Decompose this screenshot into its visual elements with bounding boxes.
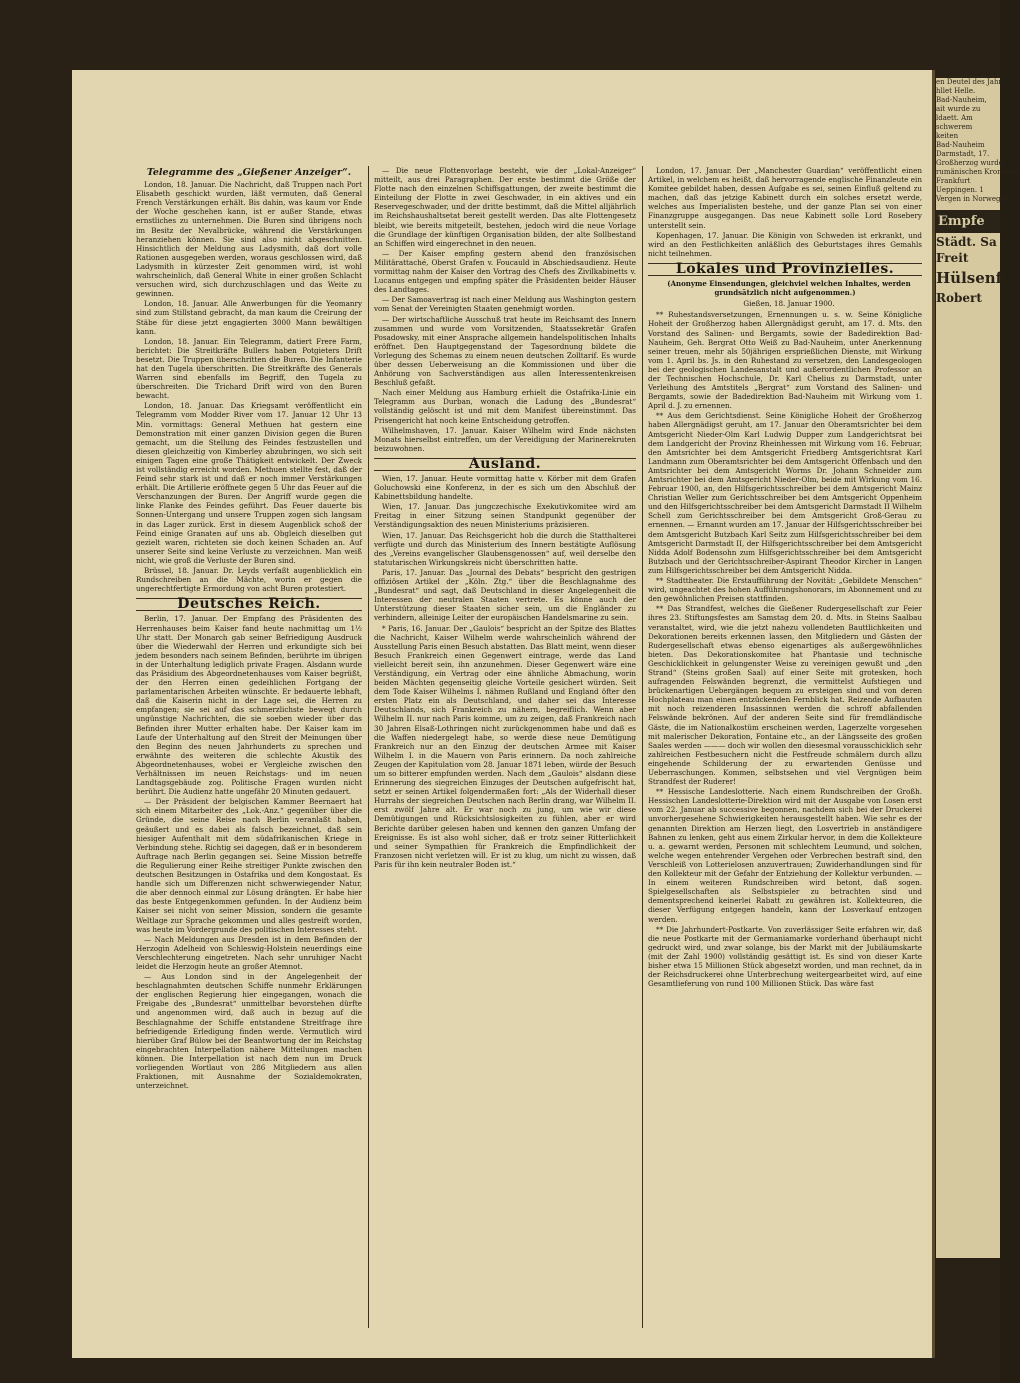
adjacent-page-line: keiten [936,132,959,140]
section-heading-lokales: Lokales und Provinzielles. [648,263,922,276]
adjacent-page-edge [936,78,1020,1258]
article-paragraph: London, 17. Januar. Der „Manchester Guardian“ veröffentlicht einen Artikel, in welchem es heißt, daß hervorragende englische Finanzleute ein Komitee gebildet haben, dessen Aufgabe es sei, seinen Einfluß geltend zu machen, daß das jetzige Kabinett durch ein solches ersetzt werde, welches aus Imperialisten bestehe, und der ganze Plan sei von einer Finanzgruppe ausgegangen. Das neue Kabinett solle Lord Rosebery unterstellt sein. [648,166,922,230]
column-rule [642,166,643,1328]
advert-heading: Freit [936,251,969,265]
article-paragraph: * Paris, 16. Januar. Der „Gaulois“ bespricht an der Spitze des Blattes die Nachricht, Kaiser Wilhelm werde wahrscheinlich während der Ausstellung Paris einen Besuch abstatten. Das Blatt meint, wenn dieser Besuch Frankreich einen Gegenwert eintrage, werde das Land vielleicht bereit sein, ihn anzunehmen. Dieser Gegenwert wäre eine Verständigung, ein Vertrag oder eine ähnliche Abmachung, worin beiden Mächten gegenseitig gleiche Vorteile gesichert würden. Seit dem Tode Kaiser Wilhelms I. nähmen Rußland und England öfter den ersten Platz ein als Deutschland, und daher sei das Interesse Deutschlands, sich Frankreich zu nähern, begreiflich. Wenn aber Wilhelm II. nur nach Paris komme, um zu zeigen, daß Frankreich nach 30 Jahren Elsaß-Lothringen nicht zurückgenommen habe und daß es die Waffen niedergelegt habe, so werde diese neue Demütigung Frankreich nur an den Einzug der deutschen Armee mit Kaiser Wilhelm I. in die Mauern von Paris erinnern. Da noch zahlreiche Zeugen der Kapitulation vom 28. Januar 1871 leben, würde der Besuch um so bitterer empfunden werden. Nach dem „Gaulois“ alsdann diese Erinnerung des siegreichen Einzuges der Deutschen aufgefrischt hat, setzt er seinen Artikel folgendermaßen fort: „Als der Widerhall dieser Hurrahs der siegreichen Deutschen nach Berlin drang, war Wilhelm II. erst zwölf Jahre alt. Er war noch zu jung, um wie wir diese Demütigungen und Rücksichtslosigkeiten zu fühlen, aber er wird Berichte darüber gelesen haben und kennen den ganzen Umfang der Ereignisse. Es ist also wohl sicher, daß er trotz seiner Ritterlichkeit und seiner Sympathien für Frankreich die Empfindlichkeit der Franzosen nicht verletzen will. Er ist zu klug, um nicht zu wissen, daß Paris für ihn kein neutraler Boden ist.“ [374,623,636,869]
newspaper-page [72,70,935,1358]
article-paragraph: Wien, 17. Januar. Das jungczechische Exekutivkomitee wird am Freitag in einer Sitzung seinen Standpunkt gegenüber der Verständigungsaktion des neuen Ministeriums präzisieren. [374,502,636,530]
article-paragraph: Paris, 17. Januar. Das „Journal des Debats“ bespricht den gestrigen offiziösen Artikel der „Köln. Ztg.“ über die Beschlagnahme des „Bundesrat“ und sagt, daß Deutschland in dieser Angelegenheit die Interessen der neutralen Staaten vertrete. Es könne auch der Unterstützung dieser Staaten sicher sein, um die Engländer zu verhindern, alleinige Leiter der europäischen Handelsmarine zu sein. [374,567,636,623]
column-rule [368,166,369,1328]
adjacent-page-line: en Deutel des Jahr [936,78,1002,86]
adjacent-page-line: ldaett. Am [936,114,973,122]
article-paragraph: Kopenhagen, 17. Januar. Die Königin von Schweden ist erkrankt, und wird an den Festlichkeiten anläßlich des Geburtstages ihres Gemahls nicht teilnehmen. [648,230,922,258]
adjacent-page-line: Frankfurt [936,177,971,185]
article-paragraph: — Der Kaiser empfing gestern abend den französischen Militärattaché, Oberst Grafen v. Foucauld in Abschiedsaudienz. Heute vormittag nahm der Kaiser den Vortrag des Chefs des Zivilkabinetts v. Lucanus entgegen und empfing später die Präsidenten beider Häuser des Landtages. [374,248,636,295]
article-paragraph: London, 18. Januar. Das Kriegsamt veröffentlicht ein Telegramm vom Modder River vom 17. Januar 12 Uhr 13 Min. vormittags: General Methuen hat gestern eine Demonstration mit einer ganzen Division gegen die Buren gemacht, um die Stellung des Feindes festzustellen und diesen gleichzeitig von Kimberley abzubringen, wo sich seit einigen Tagen eine große Thätigkeit entwickelt. Der Zweck ist vollständig erreicht worden. Methuen stellte fest, daß der Feind sehr stark ist und daß er noch immer Verstärkungen erhält. Die Artillerie eröffnete gegen 5 Uhr das Feuer auf die Verschanzungen der Buren. Der Angriff wurde gegen die linke Flanke des Feindes geführt. Das Feuer dauerte bis Sonnen-Untergang und unsere Truppen zogen sich langsam in das Lager zurück. Erst in diesem Augenblick schoß der Feind einige Granaten auf uns ab. Obgleich dieselben gut gezielt waren, richteten sie doch keinen Schaden an. Auf unserer Seite sind keine Verluste zu verzeichnen. Man weiß nicht, wie groß die Verluste der Buren sind. [136,401,362,565]
adjacent-page-line: Großherzog wurde [936,159,1003,167]
article-paragraph: ** Stadttheater. Die Erstaufführung der Novität: „Gebildete Menschen“ wird, ungeachtet des hohen Aufführungshonorars, im Abonnement und zu den gewöhnlichen Preisen stattfinden. [648,576,922,604]
telegram-heading: Telegramme des „Gießener Anzeiger“. [146,167,352,178]
adjacent-page-line: Vergen in Norwegen [936,195,1010,203]
article-paragraph: Nach einer Meldung aus Hamburg erhielt die Ostafrika-Linie ein Telegramm aus Durban, wonach die Ladung des „Bundesrat“ vollständig gelöscht ist und mit dem Manifest übereinstimmt. Das Prisengericht hat noch keine Entscheidung getroffen. [374,388,636,425]
article-paragraph: — Der Samoavertrag ist nach einer Meldung aus Washington gestern vom Senat der Vereinigten Staaten genehmigt worden. [374,295,636,314]
advert-heading: Hülsenf [936,269,1003,287]
dateline: Gießen, 18. Januar 1900. [743,299,835,309]
article-paragraph: — Der Präsident der belgischen Kammer Beernaert hat sich einem Mitarbeiter des „Lok.-Anz.“ gegenüber über die Gründe, die seine Reise nach Berlin veranlaßt haben, geäußert und es dabei als falsch bezeichnet, daß sein hiesiger Aufenthalt mit dem südafrikanischen Kriege in Verbindung stehe. Richtig sei dagegen, daß er in besonderem Auftrage nach Berlin gegangen sei. Seine Mission betreffe die Regulierung einer Reihe streitiger Punkte zwischen den deutschen Besitzungen in Ostafrika und dem Kongostaat. Es handle sich um Differenzen nicht schwerwiegender Natur, die aber dennoch einmal zur Lösung drängten. Er habe hier das beste Entgegenkommen gefunden. In der Audienz beim Kaiser sei nicht von seiner Mission, sondern die gesamte Weltlage zur Sprache gekommen und alles gestreift worden, was heute im Vordergrunde des politischen Interesses steht. [136,797,362,934]
adjacent-page-line: Bad-Nauheim, [936,96,987,104]
adjacent-page-line: rumänischen Kronprinz [936,168,1020,176]
advert-banner: Empfe [936,210,1000,233]
article-paragraph: ** Hessische Landeslotterie. Nach einem Rundschreiben der Großh. Hessischen Landeslotterie-Direktion wird mit der Ausgabe von Losen erst vom 22. Januar ab successive begonnen, nachdem sich bei der Druckerei unvorhergesehene Schwierigkeiten herausgestellt haben. Wie sehr es der genannten Direktion am Herzen liegt, den Losvertrieb in anständigere Bahnen zu lenken, geht aus einem Zirkular hervor, in dem die Kollekteure u. a. gewarnt werden, Personen mit schlechtem Leumund, und solchen, welche wegen entehrender Vergehen oder Verbrechen bestraft sind, den Verschleiß von Lotterielosen anzuvertrauen; Zuwiderhandlungen sind für den Kollekteur mit der Gefahr der Entziehung der Kollektur verbunden. — In einem weiteren Rundschreiben wird betont, daß sogen. Spielgesellschaften als Selbstspieler zu betrachten sind und dementsprechend keinerlei Rabatt zu gewähren ist. Kollekteuren, die dieser Verfügung entgegen handeln, kann der Losverkauf entzogen werden. [648,787,922,924]
adjacent-page-line: Darmstadt, 17. [936,150,990,158]
article-paragraph: — Die neue Flottenvorlage besteht, wie der „Lokal-Anzeiger“ mitteilt, aus drei Paragraphen. Der erste bestimmt die Größe der Flotte nach den einzelnen Schiffsgattungen, der zweite bestimmt die Einteilung der Flotte in zwei Geschwader, in ein aktives und ein Reservegeschwader, und der dritte bestimmt, daß die Mittel alljährlich im Reichshaushaltsetat bereit gestellt werden. Das alte Flottengesetz bleibt, wie bereits mitgeteilt, bestehen, jedoch wird die neue Vorlage die Grundlage der künftigen Organisation bilden, der alte Sollbestand an Schiffen wird eingerechnet in den neuen. [374,166,636,248]
advert-heading: Städt. Sa [936,235,997,249]
article-paragraph: ** Ruhestandsversetzungen, Ernennungen u. s. w. Seine Königliche Hoheit der Großherzog haben Allergnädigst geruht, am 17. d. Mts. den Vorstand des Salinen- und Bergamts, sowie der Badedirektion Bad-Nauheim, Geh. Bergrat Otto Weiß zu Bad-Nauheim, unter Anerkennung seiner treuen, mehr als 50jährigen ersprießlichen Dienste, mit Wirkung vom 1. April bs. Js. in den Ruhestand zu versetzen, den Landesgeologen bei der geologischen Landesanstalt und außerordentlichen Professor an der Technischen Hochschule, Dr. Karl Chelius zu Darmstadt, unter Verleihung des Amtstitels „Bergrat“ zum Vorstand des Salinen- und Bergamts, sowie der Badedirektion Bad-Nauheim mit Wirkung vom 1. April d. J. zu ernennen. [648,310,922,411]
article-paragraph: — Der wirtschaftliche Ausschuß trat heute im Reichsamt des Innern zusammen und wurde vom Vorsitzenden, Staatssekretär Grafen Posadowsky, mit einer Ansprache allgemein handelspolitischen Inhalts eröffnet. Den Hauptgegenstand der Tagesordnung bildete die Vorlegung des Schemas zu einem neuen deutschen Zolltarif. Es wurde über dessen Ueberweisung an die Kommissionen und über die Anhörung von Sachverständigen aus allen Interessentenkreisen Beschluß gefaßt. [374,314,636,388]
adjacent-page-line: schwerem [936,123,973,131]
article-paragraph: ** Die Jahrhundert-Postkarte. Von zuverlässiger Seite erfahren wir, daß die neue Postkarte mit der Germaniamarke vorderhand überhaupt nicht gedruckt wird, und zwar solange, bis der Markt mit der Jubiläumskarte (mit der Zahl 1900) vollständig gesättigt ist. Es sind von dieser Karte bisher etwa 15 Millionen Stück abgesetzt worden, und man rechnet, da in der Reichsdruckerei ohne Unterbrechung weitergearbeitet wird, auf eine Gesamtlieferung von rund 100 Millionen Stück. Das wäre fast [648,924,922,989]
column-3 [648,166,922,1334]
adjacent-page-line: hllet Helle. [936,87,976,95]
article-paragraph: — Nach Meldungen aus Dresden ist in dem Befinden der Herzogin Adelheid von Schleswig-Holstein neuerdings eine Verschlechterung eingetreten. Nach sehr unruhiger Nacht leidet die Herzogin heute an großer Atemnot. [136,934,362,971]
article-paragraph: London, 18. Januar. Die Nachricht, daß Truppen nach Port Elisabeth geschickt wurden, läßt vermuten, daß General French Verstärkungen erhält. Bis dahin, was kaum vor Ende der Woche geschehen kann, ist er außer Stande, etwas ernstliches zu unternehmen. Die Buren sind übrigens noch im Besitz der Nevalbrücke, während die Verstärkungen heranziehen können. Sie sind also nicht abgeschnitten. Hinsichtlich der Meldung aus Ladysmith, daß dort volle Rationen ausgegeben werden, woraus geschlossen wird, daß Ladysmith in kürzester Zeit genommen wird, ist wohl wahrscheinlich, daß General White in einer großen Schlacht versuchen wird, sich durchzuschlagen und das Weite zu gewinnen. [136,180,362,299]
editorial-note: (Anonyme Einsendungen, gleichviel welchen Inhaltes, werden grundsätzlich nicht aufgenommen.) [667,279,911,298]
adjacent-page-line: Bad-Nauheim [936,141,985,149]
adjacent-page-line: Ueppingen. 1 [936,186,984,194]
article-paragraph: London, 18. Januar. Alle Anwerbungen für die Yeomanry sind zum Stillstand gebracht, da man kaum die Creirung der Stäbe für diese jetzt engagierten 3000 Mann bewältigen kann. [136,299,362,336]
adjacent-page-text [936,78,1020,204]
article-paragraph: Brüssel, 18. Januar. Dr. Leyds verfaßt augenblicklich ein Rundschreiben an die Mächte, worin er gegen die ungerechtfertigte Ermordung von acht Buren protestiert. [136,566,362,594]
article-paragraph: Berlin, 17. Januar. Der Empfang des Präsidenten des Herrenhauses beim Kaiser fand heute nachmittag um 1½ Uhr statt. Der Monarch gab seiner Befriedigung Ausdruck über die Wiederwahl der Herren und erkundigte sich bei jedem besonders nach seinem Befinden, berührte im übrigen in der Unterhaltung lediglich private Fragen. Alsdann wurde das Präsidium des Abgeordnetenhauses vom Kaiser begrüßt, der den Herren einen gedeihlichen Fortgang der parlamentarischen Arbeiten wünschte. Er bedauerte lebhaft, daß die Kaiserin nicht in der Lage sei, die Herren zu empfangen; sie sei auf das schmerzlichste bewegt durch ungünstige Nachrichten, die sie soeben wieder über das Befinden ihrer Mutter erhalten habe. Der Kaiser kam im Laufe der Unterhaltung auf den Streit der Meinungen über den Beginn des neuen Jahrhunderts zu sprechen und erwähnte des weiteren die schlechte Akustik des Abgeordnetenhauses, wobei er Vergleiche zwischen den Verhältnissen im neuen Reichstags- und im neuen Landtagsgebäude zog. Politische Fragen wurden nicht berührt. Die Audienz hatte ungefähr 20 Minuten gedauert. [136,614,362,797]
article-paragraph: Wien, 17. Januar. Heute vormittag hatte v. Körber mit dem Grafen Goluchowski eine Konferenz, in der es sich um den Abschluß der Kabinettsbildung handelte. [374,474,636,502]
article-paragraph: ** Aus dem Gerichtsdienst. Seine Königliche Hoheit der Großherzog haben Allergnädigst geruht, am 17. Januar den Oberamtsrichter bei dem Amtsgericht Nieder-Olm Karl Ludwig Dupper zum Landgerichtsrat bei dem Landgericht der Provinz Rheinhessen mit Wirkung vom 16. Februar, den Amtsrichter bei dem Amtsgericht Friedberg Amtsgerichtsrat Karl Landmann zum Oberamtsrichter bei dem Amtsgericht Offenbach und den Amtsrichter bei dem Amtsgericht Worms Dr. Johann Schneider zum Amtsrichter bei dem Amtsgericht Nieder-Olm, beide mit Wirkung vom 16. Februar 1900, an, den Hilfsgerichtsschreiber bei dem Amtsgericht Mainz Christian Weller zum Gerichtsschreiber bei dem Amtsgericht Oppenheim und den Hilfsgerichtsschreiber bei dem Amtsgericht Darmstadt II Wilhelm Schell zum Gerichtsschreiber bei dem Amtsgericht Groß-Gerau zu ernennen. — Ernannt wurden am 17. Januar der Hilfsgerichtsschreiber bei dem Amtsgericht Butzbach Karl Seitz zum Hilfsgerichtsschreiber bei dem Amtsgericht Darmstadt II, der Hilfsgerichtsschreiber bei dem Amtsgericht Nidda Adolf Bodensohn zum Hilfsgerichtsschreiber bei dem Amtsgericht Butzbach und der Gerichtsschreiber-Aspirant Theodor Kircher in Langen zum Hilfsgerichtsschreiber bei dem Amtsgericht Nidda. [648,411,922,575]
article-paragraph: London, 18. Januar. Ein Telegramm, datiert Frere Farm, berichtet: Die Streitkräfte Bullers haben Potgieters Drift besetzt. Die Truppen überschritten die Buren. Die Infanterie hat den Tugela überschritten. Die Streitkräfte des Generals Warren sind ebenfalls im Begriff, den Tugela zu überschreiten. Die Trichard Drift wird von den Buren bewacht. [136,336,362,401]
article-paragraph: Wien, 17. Januar. Das Reichsgericht hob die durch die Statthalterei verfügte und durch das Ministerium des Innern bestätigte Auflösung des „Vereins evangelischer Glaubensgenossen“ auf, weil derselbe den statutarischen Wirkungskreis nicht überschritten hatte. [374,530,636,567]
article-paragraph: Wilhelmshaven, 17. Januar. Kaiser Wilhelm wird Ende nächsten Monats hierselbst eintreffen, um der Vereidigung der Marinerekruten beizuwohnen. [374,425,636,453]
section-heading-deutsches-reich: Deutsches Reich. [136,598,362,611]
article-paragraph: — Aus London sind in der Angelegenheit der beschlagnahmten deutschen Schiffe nunmehr Erklärungen der englischen Regierung hier eingegangen, wonach die Freigabe des „Bundesrat“ unmittelbar bevorstehen dürfte und angenommen wird, daß auch in bezug auf die Beschlagnahme der Schiffe entstandene Streitfrage ihre befriedigende Erledigung finden werde. Vermutlich wird hierüber Graf Bülow bei der Beantwortung der im Reichstag eingebrachten Interpellation nähere Mitteilungen machen können. Die Interpellation ist nach dem nun im Druck vorliegenden Wortlaut von 286 Mitgliedern aus allen Fraktionen, mit Ausnahme der Sozialdemokraten, unterzeichnet. [136,972,362,1091]
article-paragraph: ** Das Strandfest, welches die Gießener Rudergesellschaft zur Feier ihres 23. Stiftungsfestes am Samstag dem 20. d. Mts. in Steins Saalbau veranstaltet, wird, wie die jetzt nahezu vollendeten Bauttlichkeiten und Dekorationen bereits erkennen lassen, den Mitgliedern und Gästen der Rudergesellschaft etwas ebenso eigenartiges als außergewöhnliches bieten. Das Dekorationskomitee hat Phantasie und technische Geschicklichkeit in gelungenster Weise zu vereinigen gewußt und „den Strand“ (Steins großen Saal) auf einer Seite mit grotesken, hoch aufragenden Felswänden begrenzt, die vermittelst Aufstiegen und brückenartigen Uebergängen bequem zu ersteigen sind und von deren Hochplateau man einen entzückenden Fernblick hat. Reizende Aufbauten mit noch reizenderen Insassinnen werden die schroff abfallenden Felswände bekrönen. Auf der anderen Seite sind für fremdländische Gäste, die im Nationalkostüm erscheinen werden, Lagerzelte vorgesehen mit malerischer Dekoration, Fontaine etc., an der Längsseite des großen Saales werden ——— doch wir wollen den diesesmal vorausschicklich sehr zahlreichen Festbesuchern nicht die Festfreude schmälern durch allzu eingehende Schilderung der zu erwartenden Genüsse und Ueberraschungen. Kommen, selbstsehen und viel Vergnügen beim Strandfest der Ruderer! [648,604,922,787]
adjacent-page-line: ait wurde zu [936,105,981,113]
column-1 [136,166,362,1334]
column-2 [374,166,636,1334]
advert-heading: Robert [936,291,982,305]
section-heading-ausland: Ausland. [374,458,636,471]
